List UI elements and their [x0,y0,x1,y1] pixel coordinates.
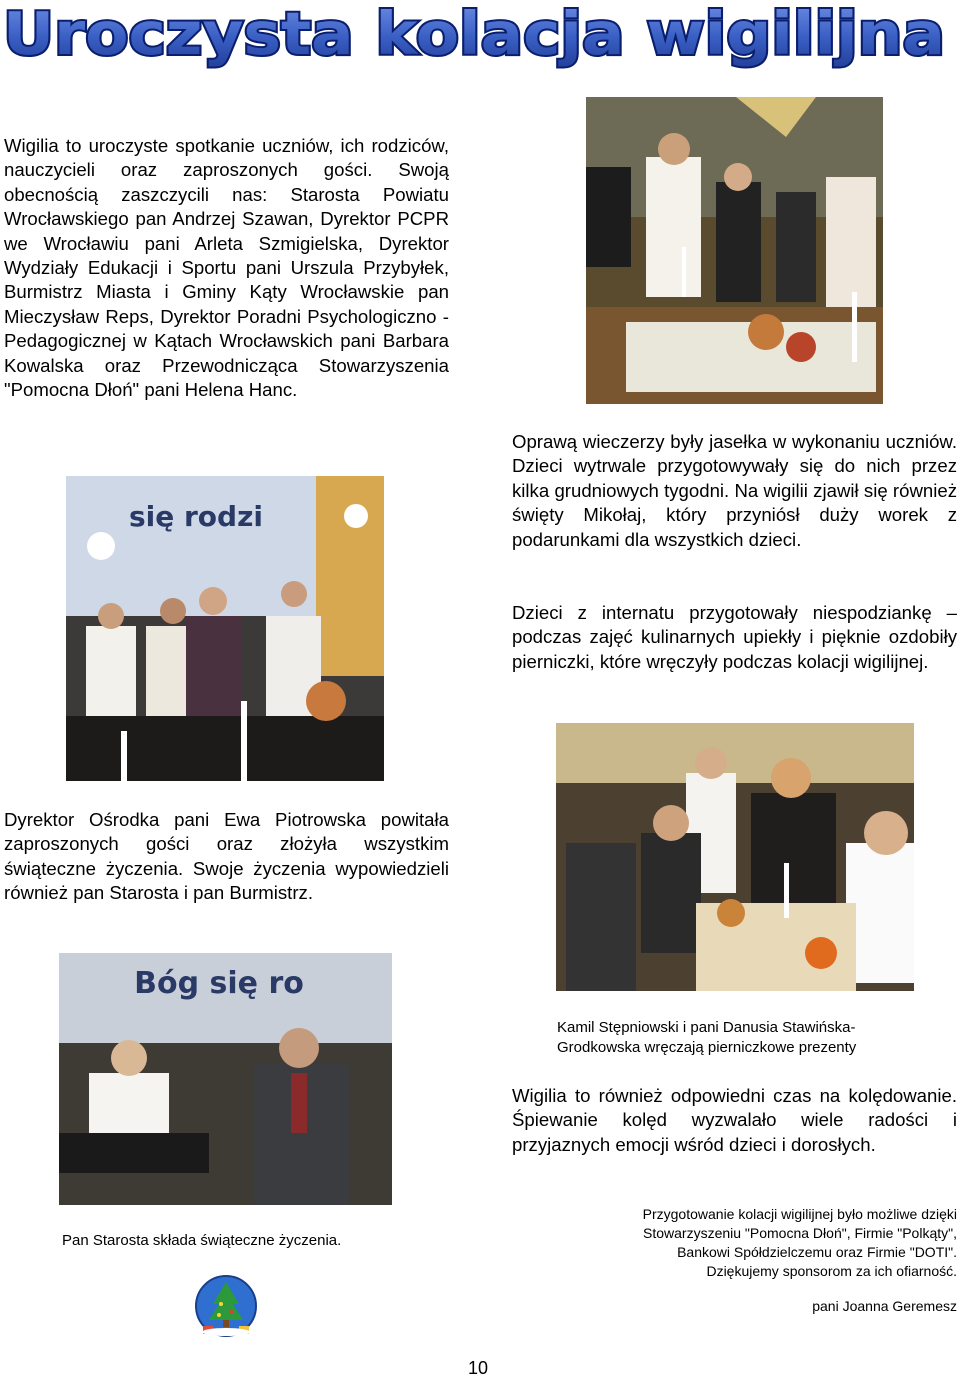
photo-nativity-play [586,97,883,404]
banner-text-2: Bóg się ro [134,966,304,1001]
banner-text: się rodzi [129,500,263,533]
photo-stage-banner [66,476,384,781]
director-paragraph: Dyrektor Ośrodka pani Ewa Piotrowska powitała zaproszonych gości oraz złożyła wszystkim świąteczne życzenia. Swoje życzenia wypowiedzieli również pan Starosta i pan Burmistrz. [4,809,449,904]
page-title-text: Uroczysta kolacja wigilijna [3,0,945,68]
page-number: 10 [468,1358,489,1378]
sponsors-line-1: Przygotowanie kolacji wigilijnej było możliwe dzięki [642,1206,957,1222]
photo-starosta-speech [59,953,392,1205]
intro-paragraph: Wigilia to uroczyste spotkanie uczniów, ich rodziców, nauczycieli oraz zaproszonych gości. Swoją obecnością zaszczycili nas: Starosta Powiatu Wrocławskiego pan Andrzej Szawan, Dyrektor PCPR we Wrocławiu pani Arleta Szmigielska, Dyrektor Wydziały Edukacji i Sportu pani Urszula Przybyłek, Burmistrz Miasta i Gminy Kąty Wrocławskie pan Mieczysław Reps, Dyrektor Poradni Psychologiczno - Pedagogicznej w Kątach Wrocławskich pani Barbara Kowalska oraz Przewodnicząca Stowarzyszenia "Pomocna Dłoń" pani Helena Hanc. [4,135,449,401]
sponsors-block [560,1205,957,1281]
christmas-tree-globe-icon [193,1274,259,1340]
gingerbread-paragraph: Dzieci z internatu przygotowały niespodziankę – podczas zajęć kulinarnych upiekły i pięknie ozdobiły pierniczki, które wręczyły podczas kolacji wigilijnej. [512,602,957,672]
carols-paragraph: Wigilia to również odpowiedni czas na kolędowanie. Śpiewanie kolęd wyzwalało wiele radości i przyjaznych emocji wśród dzieci i dorosłych. [512,1085,957,1155]
author-signature: pani Joanna Geremesz [812,1298,957,1314]
sponsors-line-2: Stowarzyszeniu "Pomocna Dłoń", Firmie "Polkąty", [643,1225,957,1241]
sponsors-line-4: Dziękujemy sponsorom za ich ofiarność. [706,1263,957,1279]
photo-gingerbread-gifts [556,723,914,991]
nativity-paragraph: Oprawą wieczerzy były jasełka w wykonaniu uczniów. Dzieci wytrwale przygotowywały się do nich przez kilka grudniowych tygodni. Na wigilii zjawił się również święty Mikołaj, który przyniósł duży worek z podarunkami dla wszystkich dzieci. [512,431,957,550]
page-title [0,0,960,70]
caption-starosta: Pan Starosta składa świąteczne życzenia. [62,1232,342,1249]
caption-gingerbread: Kamil Stępniowski i pani Danusia Stawińska-Grodkowska wręczają pierniczkowe prezenty [557,1019,857,1056]
sponsors-line-3: Bankowi Spółdzielczemu oraz Firmie "DOTI". [677,1244,957,1260]
